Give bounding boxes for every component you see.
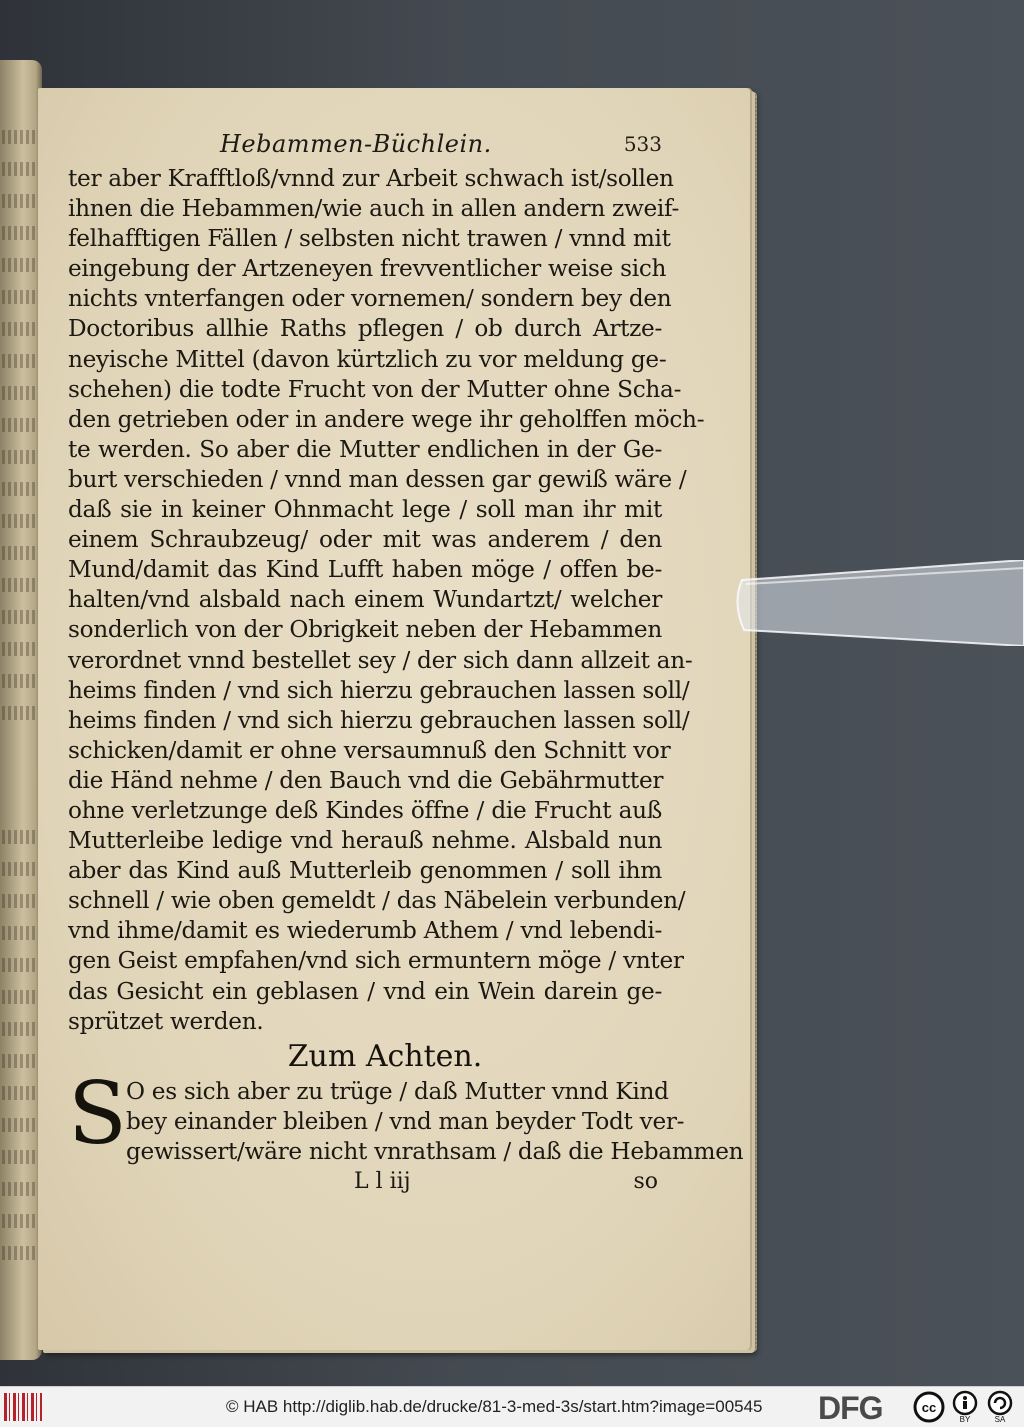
text-line: heims finden / vnd sich hierzu gebrauchen lassen soll/ (68, 676, 690, 704)
text-block (68, 128, 744, 1199)
text-line: bey einander bleiben / vnd man beyder Todt ver- (126, 1107, 685, 1135)
drop-cap: S (68, 1063, 127, 1164)
text-line: nichts vnterfangen oder vornemen/ sondern bey den (68, 285, 672, 313)
text-line: einem Schraubzeug/ oder mit was anderem / den (68, 526, 662, 554)
text-line: eingebung der Artzeneyen frevventlicher weise sich (68, 255, 667, 283)
text-line: gewissert/wäre nicht vnrathsam / daß die Hebammen (126, 1137, 744, 1165)
text-line: ohne verletzunge deß Kindes öffne / die Frucht auß (68, 796, 662, 824)
facing-page-edge (0, 60, 42, 1360)
text-line: burt verschieden / vnnd man dessen gar gewiß wäre / (68, 465, 687, 493)
text-line: daß sie in keiner Ohnmacht lege / soll man ihr mit (68, 496, 662, 524)
text-line: Mund/damit das Kind Lufft haben möge / offen be- (68, 556, 662, 584)
running-head: Hebammen-Büchlein. (220, 130, 492, 158)
text-line: schicken/damit er ohne versaumnuß den Schnitt vor (68, 736, 671, 764)
text-line: sprützet werden. (68, 1007, 264, 1035)
by-label: BY (959, 1415, 971, 1424)
copyright-link[interactable]: © HAB http://diglib.hab.de/drucke/81-3-med-3s/start.htm?image=00545 (226, 1397, 763, 1416)
page-footer-line (68, 1169, 662, 1199)
text-line: aber das Kind auß Mutterleib genommen / soll ihm (68, 857, 662, 885)
text-line: verordnet vnnd bestellet sey / der sich dann allzeit an- (68, 646, 693, 674)
hab-logo[interactable] (4, 1393, 42, 1421)
text-line: sonderlich von der Obrigkeit neben der Hebammen (68, 616, 662, 644)
dfg-logo[interactable]: DFG (818, 1390, 883, 1426)
cc-icon (915, 1393, 943, 1421)
text-line: schehen) die todte Frucht von der Mutter ohne Scha- (68, 375, 682, 403)
license-icons[interactable] (912, 1390, 1020, 1424)
text-line: die Händ nehme / den Bauch vnd die Gebährmutter (68, 766, 664, 794)
text-line: schnell / wie oben gemeldt / das Näbelein verbunden/ (68, 887, 686, 915)
text-line: O es sich aber zu trüge / daß Mutter vnnd Kind (126, 1077, 669, 1105)
text-line: den getrieben oder in andere wege ihr geholffen möch- (68, 405, 705, 433)
text-line: Doctoribus allhie Raths pflegen / ob durch Artze- (68, 315, 662, 343)
by-icon (954, 1392, 976, 1424)
text-line: heims finden / vnd sich hierzu gebrauchen lassen soll/ (68, 706, 690, 734)
viewer-footer (0, 1386, 1024, 1427)
text-line: das Gesicht ein geblasen / vnd ein Wein darein ge- (68, 977, 662, 1005)
section-lines (68, 1063, 744, 1167)
text-line: Mutterleibe ledige vnd herauß nehme. Alsbald nun (68, 827, 662, 855)
page-header (68, 128, 662, 164)
text-line: vnd ihme/damit es wiederumb Athem / vnd lebendi- (68, 917, 662, 945)
text-line: gen Geist empfahen/vnd sich ermuntern möge / vnter (68, 947, 684, 975)
signature-mark: L l iij (354, 1169, 411, 1194)
svg-text:cc: cc (921, 1400, 937, 1415)
page-number: 533 (623, 132, 662, 156)
section-text (68, 1063, 744, 1167)
book-page (38, 88, 750, 1350)
text-line: halten/vnd alsbald nach einem Wundartzt/ welcher (68, 586, 662, 614)
sa-label: SA (994, 1415, 1006, 1424)
catchword: so (633, 1169, 658, 1194)
text-line: ihnen die Hebammen/wie auch in allen andern zweif- (68, 195, 680, 223)
body-text (68, 164, 705, 1037)
text-line: ter aber Krafftloß/vnnd zur Arbeit schwach ist/sollen (68, 165, 674, 192)
page-holder-clip (732, 560, 1024, 646)
section-heading: Zum Achten. (287, 1038, 483, 1074)
text-line: felhafftigen Fällen / selbsten nicht trawen / vnnd mit (68, 225, 671, 253)
text-line: neyische Mittel (davon kürtzlich zu vor meldung ge- (68, 345, 667, 373)
text-line: te werden. So aber die Mutter endlichen in der Ge- (68, 435, 662, 463)
sa-icon (989, 1392, 1011, 1424)
